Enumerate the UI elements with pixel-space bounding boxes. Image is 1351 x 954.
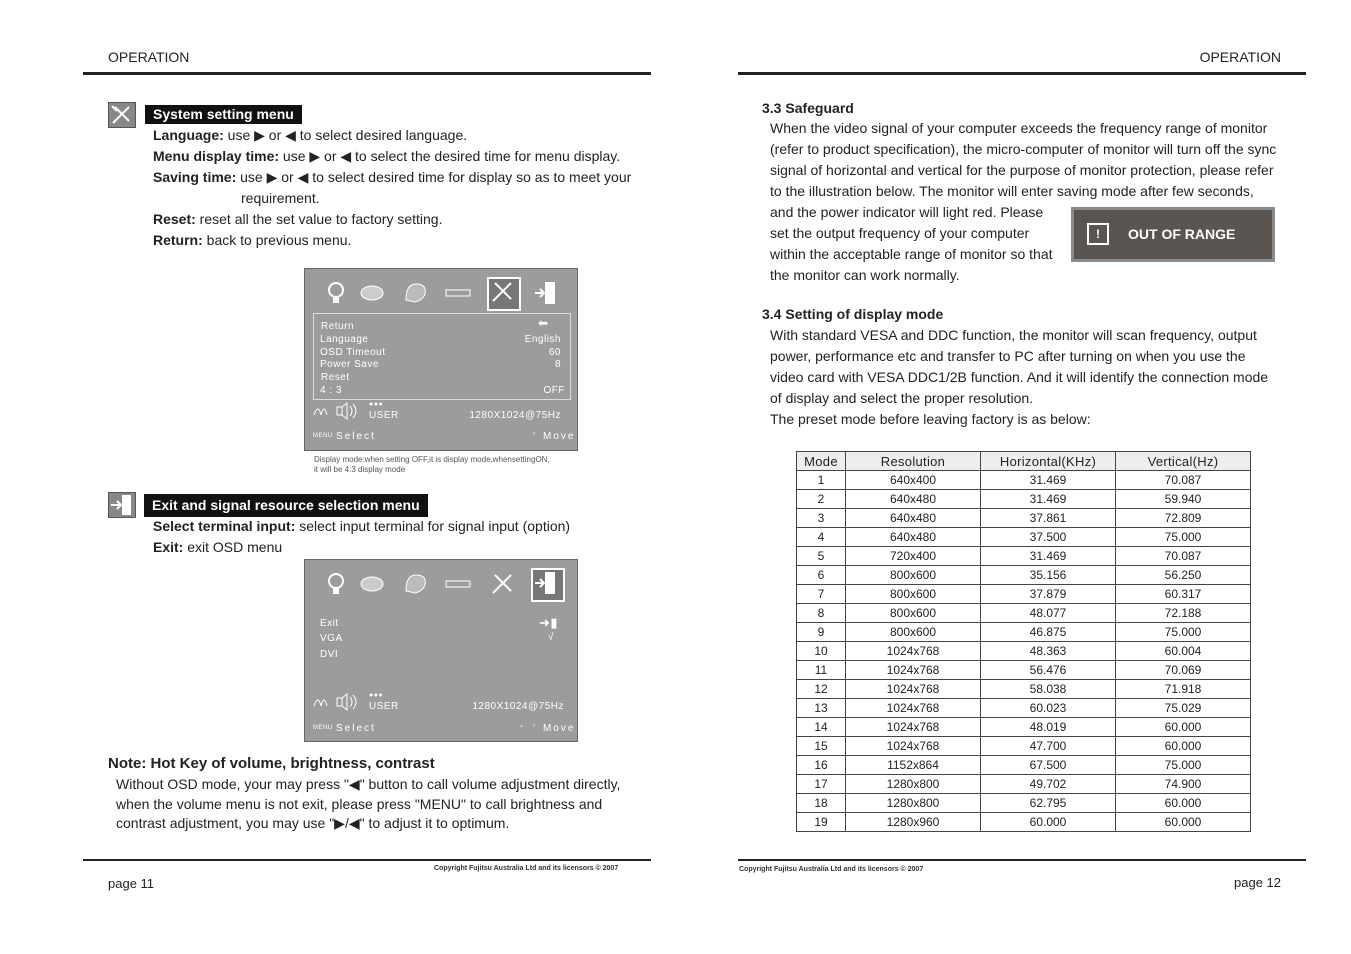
osd-row-value: OFF [543, 385, 565, 396]
cell-horizontal: 48.363 [981, 642, 1116, 661]
exit-desc [153, 537, 282, 558]
system-menu-title: System setting menu [145, 105, 302, 124]
cell-vertical: 75.000 [1116, 623, 1251, 642]
reset-desc [153, 209, 442, 230]
osd-caption-2: it will be 4:3 display mode [314, 465, 406, 474]
cell-horizontal: 48.077 [981, 604, 1116, 623]
return-desc [153, 230, 351, 251]
menu-display-time-desc [153, 146, 620, 167]
menu-display-time-text: use ▶ or ◀ to select the desired time for menu display. [279, 148, 621, 164]
cell-resolution: 800x600 [846, 604, 981, 623]
system-osd-screenshot [304, 268, 578, 451]
left-header: OPERATION [108, 49, 190, 65]
display-mode-line: With standard VESA and DDC function, the monitor will scan frequency, output [770, 327, 1257, 343]
table-row [797, 699, 1251, 718]
cell-mode: 6 [797, 566, 846, 585]
user-dots-icon: ●●● [369, 692, 384, 699]
exit-menu-title: Exit and signal resource selection menu [144, 494, 428, 517]
left-footer-rule [83, 859, 651, 861]
table-header-row [797, 452, 1251, 471]
table-row [797, 623, 1251, 642]
osd-move-arrow-icon: › [533, 431, 536, 437]
table-row [797, 642, 1251, 661]
cell-mode: 12 [797, 680, 846, 699]
cell-mode: 14 [797, 718, 846, 737]
left-copyright: Copyright Fujitsu Australia Ltd and its licensors © 2007 [434, 865, 619, 872]
reset-text: reset all the set value to factory setting. [195, 211, 443, 227]
table-body [797, 471, 1251, 832]
language-label: Language: [153, 127, 224, 143]
saving-time-label: Saving time: [153, 169, 237, 185]
cell-mode: 3 [797, 509, 846, 528]
cell-resolution: 1024x768 [846, 737, 981, 756]
cell-resolution: 1280x800 [846, 794, 981, 813]
cell-vertical: 56.250 [1116, 566, 1251, 585]
table-row [797, 490, 1251, 509]
cell-mode: 1 [797, 471, 846, 490]
cell-vertical: 71.918 [1116, 680, 1251, 699]
safeguard-line: to the illustration below. The monitor will enter saving mode after few seconds, [770, 183, 1254, 199]
cell-mode: 13 [797, 699, 846, 718]
safeguard-line: within the acceptable range of monitor so that [770, 246, 1053, 262]
cell-horizontal: 35.156 [981, 566, 1116, 585]
osd-move-label: Move [543, 431, 576, 442]
note-line: Without OSD mode, your may press "◀" button to call volume adjustment directly, [116, 776, 621, 792]
cell-resolution: 800x600 [846, 566, 981, 585]
user-dots-icon: ●●● [369, 401, 384, 408]
cell-resolution: 720x400 [846, 547, 981, 566]
safeguard-line: the monitor can work normally. [770, 267, 960, 283]
osd-menu-label: MENU [313, 725, 333, 731]
right-header: OPERATION [1199, 49, 1281, 65]
cell-resolution: 1024x768 [846, 680, 981, 699]
table-row [797, 604, 1251, 623]
warning-icon: ! [1087, 223, 1109, 245]
speaker-wave-icon [313, 692, 368, 715]
osd-resolution: 1280X1024@75Hz [472, 701, 564, 712]
cell-vertical: 60.000 [1116, 737, 1251, 756]
osd-menu-label: MENU [313, 433, 333, 439]
return-label: Return: [153, 232, 203, 248]
cell-vertical: 74.900 [1116, 775, 1251, 794]
color-palette-icon [403, 280, 429, 306]
cell-mode: 2 [797, 490, 846, 509]
exit-door-icon [533, 280, 559, 306]
osd-caption-1: Display mode:when setting OFF,it is display mode,whensettingON, [314, 455, 550, 464]
preset-mode-table [796, 451, 1251, 832]
cell-resolution: 640x480 [846, 528, 981, 547]
display-mode-line: of display and select the proper resolution. [770, 390, 1034, 406]
safeguard-line: When the video signal of your computer exceeds the frequency range of monitor [770, 120, 1268, 136]
cell-mode: 15 [797, 737, 846, 756]
right-copyright: Copyright Fujitsu Australia Ltd and its licensors © 2007 [739, 866, 924, 873]
saving-time-text-cont: requirement. [241, 190, 320, 206]
cell-horizontal: 56.476 [981, 661, 1116, 680]
cell-mode: 7 [797, 585, 846, 604]
table-row [797, 509, 1251, 528]
cell-horizontal: 67.500 [981, 756, 1116, 775]
cell-vertical: 72.188 [1116, 604, 1251, 623]
cell-vertical: 60.317 [1116, 585, 1251, 604]
osd-resolution: 1280X1024@75Hz [469, 410, 561, 421]
display-mode-title: 3.4 Setting of display mode [762, 306, 944, 322]
cell-mode: 16 [797, 756, 846, 775]
table-row [797, 737, 1251, 756]
note-title: Note: Hot Key of volume, brightness, contrast [108, 755, 435, 772]
cell-resolution: 800x600 [846, 585, 981, 604]
select-terminal-text: select input terminal for signal input (option) [295, 518, 571, 534]
exit-text: exit OSD menu [183, 539, 283, 555]
table-row [797, 547, 1251, 566]
osd-move-label: Move [543, 723, 576, 734]
cell-horizontal: 48.019 [981, 718, 1116, 737]
osd-select-label: Select [336, 723, 376, 734]
cell-resolution: 640x400 [846, 471, 981, 490]
image-adjust-icon [359, 571, 385, 597]
cell-vertical: 60.000 [1116, 718, 1251, 737]
safeguard-line: (refer to product specification), the micro-computer of monitor will turn off the sync [770, 141, 1277, 157]
cell-resolution: 1024x768 [846, 661, 981, 680]
col-resolution-header: Resolution [846, 452, 981, 471]
osd-row-value: 8 [554, 359, 561, 370]
color-palette-icon [403, 571, 429, 597]
osd-row-name: VGA [320, 633, 343, 644]
language-text: use ▶ or ◀ to select desired language. [223, 127, 468, 143]
cell-vertical: 75.000 [1116, 528, 1251, 547]
cell-vertical: 60.000 [1116, 794, 1251, 813]
exit-door-icon [108, 492, 136, 518]
tools-selected-icon [487, 277, 521, 311]
osd-row-name: 4 : 3 [320, 385, 342, 396]
cell-horizontal: 47.700 [981, 737, 1116, 756]
osd-row-name: OSD Timeout [320, 347, 386, 358]
table-row [797, 794, 1251, 813]
speaker-wave-icon [313, 401, 368, 424]
col-horizontal-header: Horizontal(KHz) [981, 452, 1116, 471]
table-row [797, 471, 1251, 490]
cell-resolution: 800x600 [846, 623, 981, 642]
language-desc [153, 125, 467, 146]
col-vertical-header: Vertical(Hz) [1116, 452, 1251, 471]
cell-horizontal: 31.469 [981, 547, 1116, 566]
saving-time-text: use ▶ or ◀ to select desired time for display so as to meet your [236, 169, 632, 185]
exit-door-selected-icon [531, 568, 565, 602]
cell-resolution: 1152x864 [846, 756, 981, 775]
brightness-bulb-icon [323, 280, 349, 306]
table-row [797, 775, 1251, 794]
cell-vertical: 59.940 [1116, 490, 1251, 509]
cell-horizontal: 62.795 [981, 794, 1116, 813]
safeguard-line: and the power indicator will light red. Please [770, 204, 1044, 220]
cell-resolution: 1280x960 [846, 813, 981, 832]
cell-vertical: 70.069 [1116, 661, 1251, 680]
cell-resolution: 640x480 [846, 509, 981, 528]
cell-mode: 5 [797, 547, 846, 566]
menu-display-time-label: Menu display time: [153, 148, 280, 164]
position-icon [445, 280, 471, 306]
safeguard-title: 3.3 Safeguard [762, 100, 854, 116]
cell-mode: 8 [797, 604, 846, 623]
osd-row-value: 60 [548, 347, 561, 358]
osd-move-arrow-icon: › [533, 723, 536, 729]
exit-label: Exit: [153, 539, 184, 555]
table-row [797, 661, 1251, 680]
select-terminal-label: Select terminal input: [153, 518, 296, 534]
cell-horizontal: 37.500 [981, 528, 1116, 547]
cell-horizontal: 58.038 [981, 680, 1116, 699]
display-mode-line: power, performance etc and transfer to PC after turning on when you use the [770, 348, 1246, 364]
osd-row-name: Power Save [320, 359, 379, 370]
osd-move-dash: - [520, 721, 524, 732]
table-row [797, 566, 1251, 585]
cell-horizontal: 46.875 [981, 623, 1116, 642]
display-mode-line: video card with VESA DDC1/2B function. And it will identify the connection mode [770, 369, 1269, 385]
cell-resolution: 1280x800 [846, 775, 981, 794]
brightness-bulb-icon [323, 571, 349, 597]
vga-check: √ [548, 632, 554, 643]
cell-vertical: 72.809 [1116, 509, 1251, 528]
table-row [797, 528, 1251, 547]
table-row [797, 813, 1251, 832]
cell-horizontal: 37.879 [981, 585, 1116, 604]
table-row [797, 585, 1251, 604]
right-footer-rule [738, 859, 1306, 861]
osd-row-name: Language [320, 334, 369, 345]
image-adjust-icon [359, 280, 385, 306]
cell-resolution: 1024x768 [846, 642, 981, 661]
safeguard-line: signal of horizontal and vertical for the purpose of monitor protection, please refer [770, 162, 1274, 178]
tools-icon [489, 571, 515, 597]
select-terminal-desc [153, 516, 570, 537]
osd-select-label: Select [336, 431, 376, 442]
cell-vertical: 75.029 [1116, 699, 1251, 718]
cell-vertical: 75.000 [1116, 756, 1251, 775]
cell-horizontal: 31.469 [981, 490, 1116, 509]
cell-vertical: 70.087 [1116, 547, 1251, 566]
exit-arrow-icon: ➜▮ [539, 615, 559, 630]
note-line: contrast adjustment, you may use "▶/◀" to adjust it to optimum. [116, 815, 510, 831]
cell-vertical: 60.004 [1116, 642, 1251, 661]
right-header-rule [738, 72, 1306, 75]
cell-resolution: 1024x768 [846, 718, 981, 737]
cell-mode: 19 [797, 813, 846, 832]
return-text: back to previous menu. [202, 232, 352, 248]
osd-user: USER [369, 701, 399, 712]
safeguard-line: set the output frequency of your computer [770, 225, 1030, 241]
cell-horizontal: 37.861 [981, 509, 1116, 528]
out-of-range-text: OUT OF RANGE [1128, 226, 1236, 242]
cell-mode: 18 [797, 794, 846, 813]
cell-vertical: 70.087 [1116, 471, 1251, 490]
cell-resolution: 1024x768 [846, 699, 981, 718]
osd-row-name: Reset [321, 372, 350, 383]
cell-mode: 10 [797, 642, 846, 661]
cell-mode: 4 [797, 528, 846, 547]
cell-mode: 11 [797, 661, 846, 680]
exit-osd-screenshot [304, 559, 578, 742]
osd-row-name: DVI [320, 649, 339, 660]
position-icon [445, 571, 471, 597]
col-mode-header: Mode [797, 452, 846, 471]
table-row [797, 718, 1251, 737]
osd-row-name: Exit [320, 618, 339, 629]
table-row [797, 680, 1251, 699]
osd-user: USER [369, 410, 399, 421]
saving-time-desc [153, 167, 631, 188]
cell-mode: 9 [797, 623, 846, 642]
tools-icon [108, 102, 136, 128]
out-of-range-box [1071, 207, 1275, 262]
cell-horizontal: 60.023 [981, 699, 1116, 718]
display-mode-line: The preset mode before leaving factory is as below: [770, 411, 1091, 427]
osd-row-value: English [524, 334, 561, 345]
cell-horizontal: 49.702 [981, 775, 1116, 794]
return-arrow-icon: ⬅ [538, 316, 549, 330]
cell-horizontal: 31.469 [981, 471, 1116, 490]
left-page-number: page 11 [108, 876, 155, 891]
cell-horizontal: 60.000 [981, 813, 1116, 832]
reset-label: Reset: [153, 211, 196, 227]
saving-time-desc-cont [241, 188, 320, 209]
osd-row-name: Return [321, 321, 355, 332]
cell-vertical: 60.000 [1116, 813, 1251, 832]
cell-mode: 17 [797, 775, 846, 794]
cell-resolution: 640x480 [846, 490, 981, 509]
table-row [797, 756, 1251, 775]
right-page-number: page 12 [1234, 875, 1281, 890]
left-header-rule [83, 72, 651, 75]
note-line: when the volume menu is not exit, please press "MENU" to call brightness and [116, 796, 603, 812]
